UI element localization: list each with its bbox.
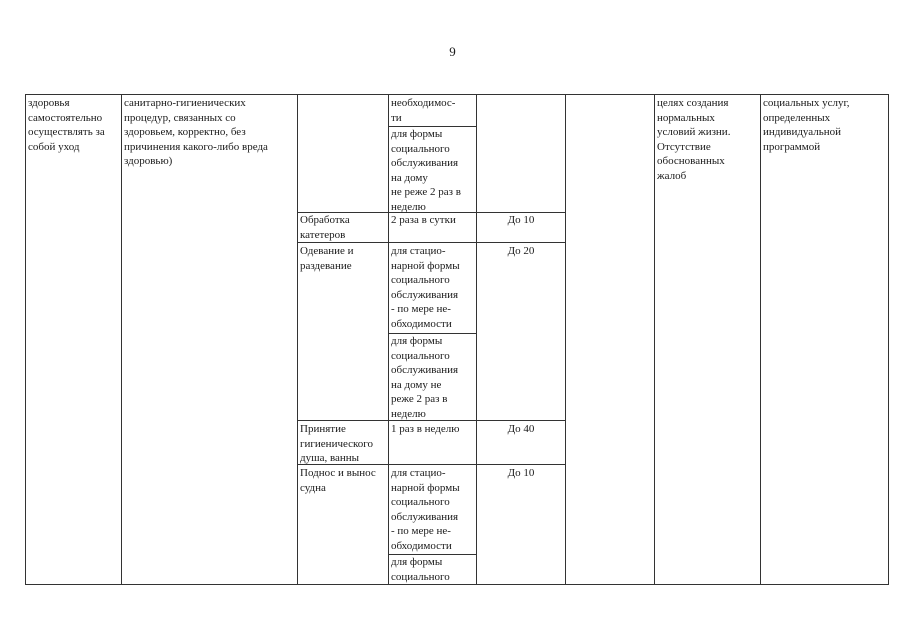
column-divider bbox=[565, 94, 566, 585]
service-name: Одевание и раздевание bbox=[300, 245, 354, 272]
page-number: 9 bbox=[449, 44, 456, 59]
frequency-text: для стацио- нарной формы социального обслуживания - по мере не- обходимости bbox=[391, 245, 460, 330]
col2-text: санитарно-гигиенических процедур, связанных со здоровьем, корректно, без причинения какого-либо вреда здоровью) bbox=[124, 97, 268, 167]
table-left-border bbox=[25, 94, 26, 585]
column-divider bbox=[121, 94, 122, 585]
service-name: Поднос и вынос судна bbox=[300, 467, 376, 494]
column-divider bbox=[476, 94, 477, 585]
time-value: До 20 bbox=[507, 245, 535, 257]
frequency-text: для формы социального обслуживания на дому не реже 2 раз в неделю bbox=[391, 128, 461, 213]
column-divider bbox=[297, 94, 298, 585]
frequency-text: необходимос- ти bbox=[391, 97, 456, 124]
frequency-text: 1 раз в неделю bbox=[391, 423, 460, 435]
col7-text: целях создания нормальных условий жизни. Отсутствие обоснованных жалоб bbox=[657, 97, 731, 182]
row-divider bbox=[297, 242, 565, 243]
frequency-text: для стацио- нарной формы социального обслуживания - по мере не- обходимости bbox=[391, 467, 460, 552]
frequency-text: для формы социального обслуживания на дому не реже 2 раз в неделю bbox=[391, 335, 459, 420]
service-name: Принятие гигиенического душа, ванны bbox=[300, 423, 374, 464]
table-top-border bbox=[25, 94, 888, 95]
column-divider bbox=[654, 94, 655, 585]
col8-text: социальных услуг, определенных индивидуальной программой bbox=[763, 97, 850, 153]
table-bottom-border bbox=[25, 584, 888, 585]
time-value: До 40 bbox=[507, 423, 535, 435]
frequency-text: для формы социального bbox=[391, 556, 450, 583]
time-value: До 10 bbox=[507, 467, 535, 479]
time-value: До 10 bbox=[507, 214, 535, 226]
column-divider bbox=[760, 94, 761, 585]
col1-text: здоровья самостоятельно осуществлять за собой уход bbox=[28, 97, 105, 153]
service-name: Обработка катетеров bbox=[300, 214, 350, 241]
column-divider bbox=[388, 94, 389, 585]
frequency-text: 2 раза в сутки bbox=[391, 214, 456, 226]
table-right-border bbox=[888, 94, 889, 585]
